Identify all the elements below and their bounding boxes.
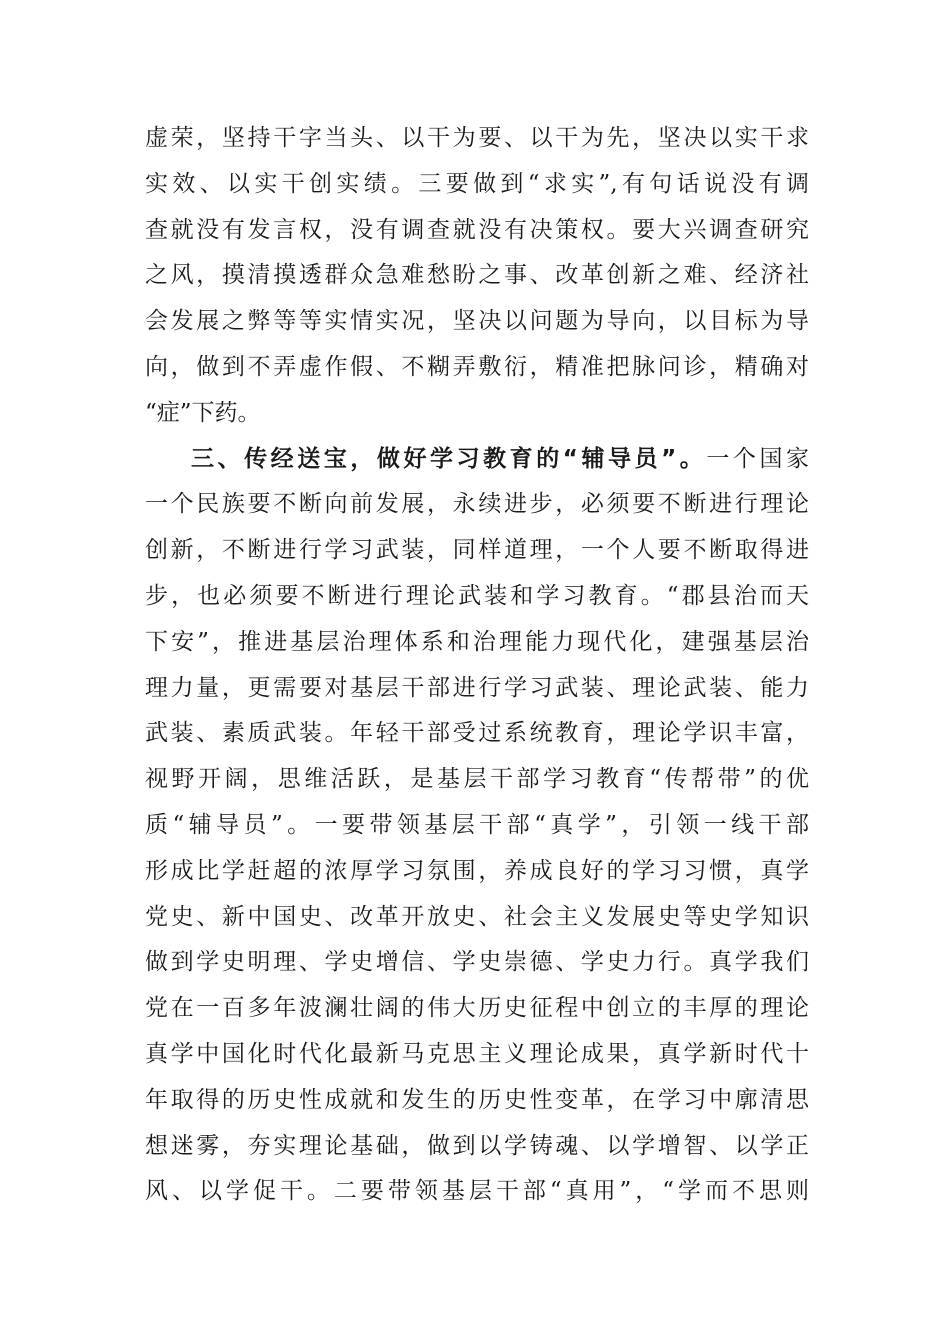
heading-line	[145, 437, 809, 483]
text-line: 会发展之弊等等实情实况，坚决以问题为导向，以目标为导	[145, 308, 809, 335]
heading-line-rest: 一个国家	[706, 445, 810, 472]
text-line: “症”下药。	[145, 399, 261, 426]
text-line: 做到学史明理、学史增信、学史崇德、学史力行。真学我们	[145, 949, 809, 976]
text-line: 步，也必须要不断进行理论武装和学习教育。“郡县治而天	[145, 582, 809, 609]
text-line: 理力量，更需要对基层干部进行学习武装、理论武装、能力	[145, 674, 809, 701]
paragraph-section-three	[145, 437, 809, 1216]
text-line: 虚荣，坚持干字当头、以干为要、以干为先，坚决以实干求	[145, 125, 809, 151]
document-page	[145, 116, 809, 1215]
text-line: 实效、以实干创实绩。三要做到“求实”,有句话说没有调	[145, 170, 809, 197]
text-line: 真学中国化时代化最新马克思主义理论成果，真学新时代十	[145, 1040, 809, 1067]
text-line: 想迷雾，夯实理论基础，做到以学铸魂、以学增智、以学正	[145, 1132, 809, 1159]
text-line: 武装、素质武装。年轻干部受过系统教育，理论学识丰富，	[145, 720, 809, 747]
section-heading: 三、传经送宝，做好学习教育的“辅导员”。	[191, 445, 707, 472]
text-line: 之风，摸清摸透群众急难愁盼之事、改革创新之难、经济社	[145, 262, 809, 289]
text-line: 一个民族要不断向前发展，永续进步，必须要不断进行理论	[145, 491, 809, 518]
text-line: 风、以学促干。二要带领基层干部“真用”，“学而不思则	[145, 1178, 809, 1205]
text-line: 年取得的历史性成就和发生的历史性变革，在学习中廓清思	[145, 1086, 809, 1113]
text-line: 形成比学赶超的浓厚学习氛围，养成良好的学习习惯，真学	[145, 857, 809, 884]
paragraph-continuation	[145, 116, 809, 437]
text-line: 党在一百多年波澜壮阔的伟大历史征程中创立的丰厚的理论	[145, 995, 809, 1022]
text-line: 向，做到不弄虚作假、不糊弄敷衍，精准把脉问诊，精确对	[145, 353, 809, 380]
text-line: 查就没有发言权，没有调查就没有决策权。要大兴调查研究	[145, 216, 809, 243]
text-line: 质“辅导员”。一要带领基层干部“真学”，引领一线干部	[145, 811, 809, 838]
text-line: 党史、新中国史、改革开放史、社会主义发展史等史学知识	[145, 903, 809, 930]
text-line: 视野开阔，思维活跃，是基层干部学习教育“传帮带”的优	[145, 766, 809, 793]
text-line: 创新，不断进行学习武装，同样道理，一个人要不断取得进	[145, 537, 809, 564]
text-line: 下安”，推进基层治理体系和治理能力现代化，建强基层治	[145, 628, 809, 655]
